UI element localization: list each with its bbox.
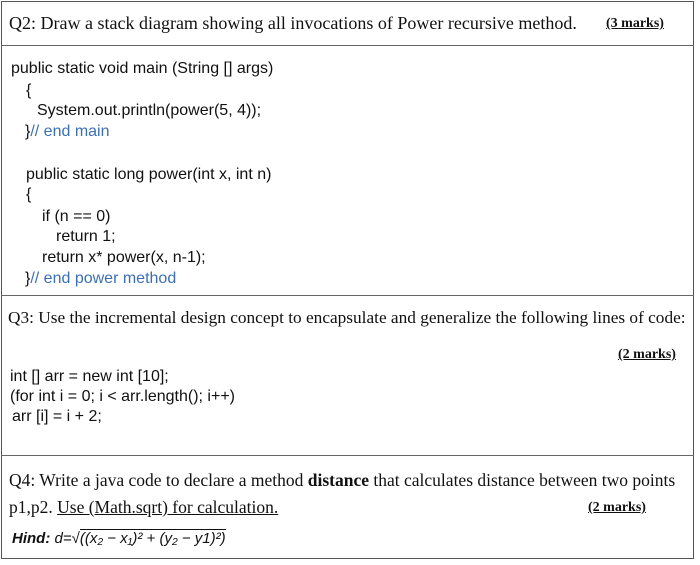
code-close-power: [25, 270, 176, 288]
code-array-assign: arr [i] = i + 2;: [12, 408, 102, 425]
q4-line2: [9, 497, 278, 518]
q4-title: [9, 470, 675, 491]
code-main-signature: public static void main (String [] args): [11, 60, 274, 77]
code-if-line: if (n == 0): [42, 208, 111, 225]
q4-hint: [12, 530, 226, 547]
code-for-loop: (for int i = 0; i < arr.length(); i++): [10, 388, 235, 405]
q4-text: that calculates distance between two points: [369, 470, 676, 490]
code-open-brace: {: [26, 186, 32, 203]
q4-text: Q4: Write a java code to declare a method: [9, 470, 308, 490]
code-println: System.out.println(power(5, 4));: [37, 102, 262, 119]
code-close-brace: }: [25, 270, 31, 287]
code-return-recursive: return x* power(x, n-1);: [42, 249, 206, 266]
code-close-main: [25, 123, 110, 141]
divider: [1, 295, 694, 296]
comment-end-power: // end power method: [30, 270, 177, 287]
q4-instruction: Use (Math.sqrt) for calculation.: [57, 497, 279, 517]
divider: [1, 455, 694, 456]
q3-marks: (2 marks): [618, 347, 676, 362]
q2-marks: (3 marks): [606, 16, 664, 31]
hint-formula: ((x₂ − x₁)² + (y₂ − y1)²): [79, 530, 226, 547]
code-open-brace: {: [26, 82, 32, 99]
code-power-signature: public static long power(int x, int n): [26, 166, 272, 183]
code-array-declaration: int [] arr = new int [10];: [10, 368, 169, 385]
q2-title: Q2: Draw a stack diagram showing all invocations of Power recursive method.: [9, 13, 577, 33]
q4-method-name: distance: [307, 470, 370, 490]
hint-formula-prefix: d=√: [50, 530, 80, 547]
q4-points: p1,p2.: [9, 497, 58, 517]
code-return-one: return 1;: [56, 228, 116, 245]
divider: [1, 45, 694, 46]
comment-end-main: // end main: [30, 123, 110, 140]
hint-label: Hind:: [12, 530, 51, 547]
q4-marks: (2 marks): [588, 500, 646, 515]
q3-title: Q3: Use the incremental design concept to encapsulate and generalize the following lines of code:: [8, 308, 686, 327]
code-close-brace: }: [25, 123, 31, 140]
